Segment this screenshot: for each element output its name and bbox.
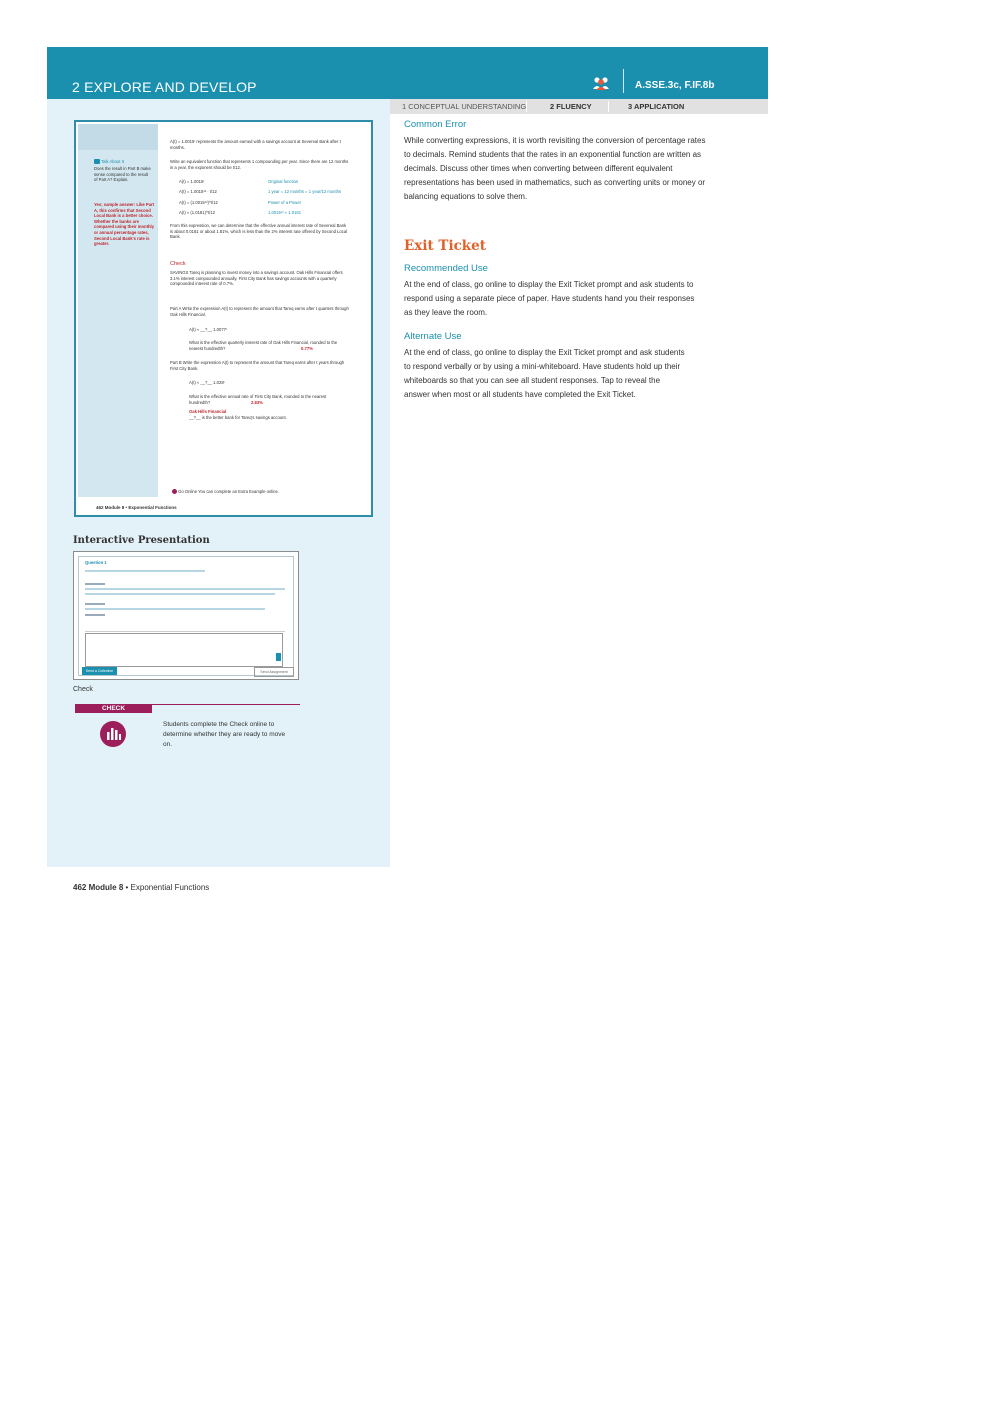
part-c-prompt: __?__ is the better bank for Tareq's savings account. bbox=[189, 415, 287, 420]
send-assignment-button[interactable]: Send Assignment bbox=[254, 667, 294, 677]
recommended-use-heading: Recommended Use bbox=[404, 263, 488, 274]
section-title: 2 EXPLORE AND DEVELOP bbox=[72, 79, 257, 95]
part-a-question: What is the effective quarterly interest rate of Oak Hills Financial, rounded to the nearest hundredth? bbox=[189, 340, 338, 351]
note-2: 1 year = 12 months = 1 year/12 months bbox=[268, 189, 342, 194]
part-a-equation: A(t) ≈ __?__ 1.0077ᵗ bbox=[189, 327, 227, 332]
part-b-equation: A(t) ≈ __?__ 1.028ᵗ bbox=[189, 380, 225, 385]
rigor-bar bbox=[390, 99, 768, 114]
interactive-frame bbox=[78, 556, 294, 676]
question-label: Question 1 bbox=[85, 560, 107, 565]
talk-answer: Yes; sample answer: Like Part A, this confirms that Second Local Bank is a better choice. Whether the banks are compared using their monthly or annual percentage rates, Second Local Bank's rate is greater. bbox=[94, 202, 155, 247]
interactive-presentation-title: Interactive Presentation bbox=[73, 535, 210, 546]
check-rule bbox=[152, 704, 300, 705]
editor-toolbar[interactable] bbox=[85, 623, 285, 632]
note-3: Power of a Power bbox=[268, 200, 302, 205]
part-b-question: What is the effective annual rate of First City Bank, rounded to the nearest hundredth? bbox=[189, 394, 327, 405]
talk-title: Talk About It bbox=[101, 159, 124, 164]
interactive-screenshot bbox=[73, 551, 299, 680]
student-page-thumbnail bbox=[74, 120, 373, 517]
student-page-footer: 462 Module 8 • Exponential Functions bbox=[96, 505, 177, 510]
part-a-prompt: Part A Write the expression A(t) to represent the amount that Tareq earns after t quarters through Oak Hills Financial. bbox=[170, 306, 349, 317]
talk-question: Does the result in Part B make sense compared to the result of Part A? Explain. bbox=[94, 166, 151, 183]
module-label: Module 8 bbox=[88, 883, 124, 892]
margin-header bbox=[78, 124, 158, 150]
common-error-text: While converting expressions, it is worth revisiting the conversion of percentage rates to decimals. Remind students that the rates in an exponential function are written as decimals. Discuss other times when converting between different equivalent representations has been used in mathematics, such as converting units or money or balancing equations to solve them. bbox=[404, 136, 706, 201]
header-divider bbox=[623, 69, 624, 93]
scroll-handle[interactable] bbox=[276, 653, 281, 661]
page-footer: 462 Module 8 • Exponential Functions bbox=[73, 883, 210, 892]
equation-4: A(t) ≈ (1.0181)^t/12 bbox=[179, 210, 215, 215]
equiv-text: Write an equivalent function that represents 1 compounding per year. Since there are 12 months in a year, the exponent should be t/12. bbox=[170, 159, 349, 170]
common-error-heading: Common Error bbox=[404, 119, 467, 130]
part-a-answer: 0.77% bbox=[301, 346, 313, 351]
equation-3: A(t) = (1.0015¹²)^t/12 bbox=[179, 200, 218, 205]
part-b-prompt: Part B Write the expression A(t) to represent the amount that Tareq earns after t years through First City Bank. bbox=[170, 360, 345, 371]
note-4: 1.0015¹² ≈ 1.0181 bbox=[268, 210, 302, 215]
rigor-application: 3 APPLICATION bbox=[628, 102, 685, 111]
bar-chart-icon bbox=[100, 721, 126, 747]
check-heading: Check bbox=[170, 261, 186, 267]
answer-input[interactable] bbox=[85, 633, 283, 667]
part-c-answer: Oak Hills Financial bbox=[189, 409, 227, 414]
go-online-icon bbox=[172, 489, 177, 494]
topic-label: Exponential Functions bbox=[130, 883, 210, 892]
group-icon bbox=[592, 76, 610, 90]
send-collection-button[interactable]: Send a Collection bbox=[82, 667, 117, 675]
section-header bbox=[47, 47, 768, 99]
rigor-conceptual: 1 CONCEPTUAL UNDERSTANDING bbox=[402, 102, 527, 111]
standards-label: A.SSE.3c, F.IF.8b bbox=[635, 80, 715, 91]
go-online-note: Go Online You can complete an Extra Example online. bbox=[172, 489, 352, 495]
check-banner: CHECK bbox=[75, 704, 152, 713]
alternate-use-text: At the end of class, go online to display the Exit Ticket prompt and ask students to respond verbally or by using a mini-whiteboard. Have students hold up their whiteboards so that you can see all student responses. Tap to reveal the answer when most or all students have completed the Exit Ticket. bbox=[404, 348, 685, 399]
conclusion-text: From this expression, we can determine that the effective annual interest rate of Severeal Bank is about 0.0181 or about 1.81%, which is less than the 2% interest rate offered by Second Local Bank. bbox=[170, 223, 348, 240]
page-number: 462 bbox=[73, 883, 87, 892]
savings-problem: SAVINGS Tareq is planning to invest money into a savings account. Oak Hills Financial offers 3.1% interest compounded annually. First City Bank has savings accounts with a quarterly compounded interest rate of 0.7%. bbox=[170, 270, 343, 287]
check-caption: Check bbox=[73, 686, 93, 693]
equation-2: A(t) = 1.0015¹² · t/12 bbox=[179, 189, 217, 194]
talk-icon bbox=[94, 159, 100, 164]
equation-1: A(t) = 1.0015ᵗ bbox=[179, 179, 205, 184]
note-1: Original function bbox=[268, 179, 299, 184]
check-description: Students complete the Check online to determine whether they are ready to move on. bbox=[163, 721, 286, 748]
alternate-use-heading: Alternate Use bbox=[404, 331, 462, 342]
recommended-use-text: At the end of class, go online to display the Exit Ticket prompt and ask students to respond using a separate piece of paper. Have students hand you their responses as they leave the room. bbox=[404, 280, 695, 317]
intro-text: A(t) = 1.0015ᵗ represents the amount earned with a savings account at Severeal Bank after t months. bbox=[170, 139, 341, 150]
part-b-answer: 2.83% bbox=[251, 400, 263, 405]
rigor-fluency: 2 FLUENCY bbox=[550, 102, 592, 111]
exit-ticket-heading: Exit Ticket bbox=[404, 238, 486, 254]
